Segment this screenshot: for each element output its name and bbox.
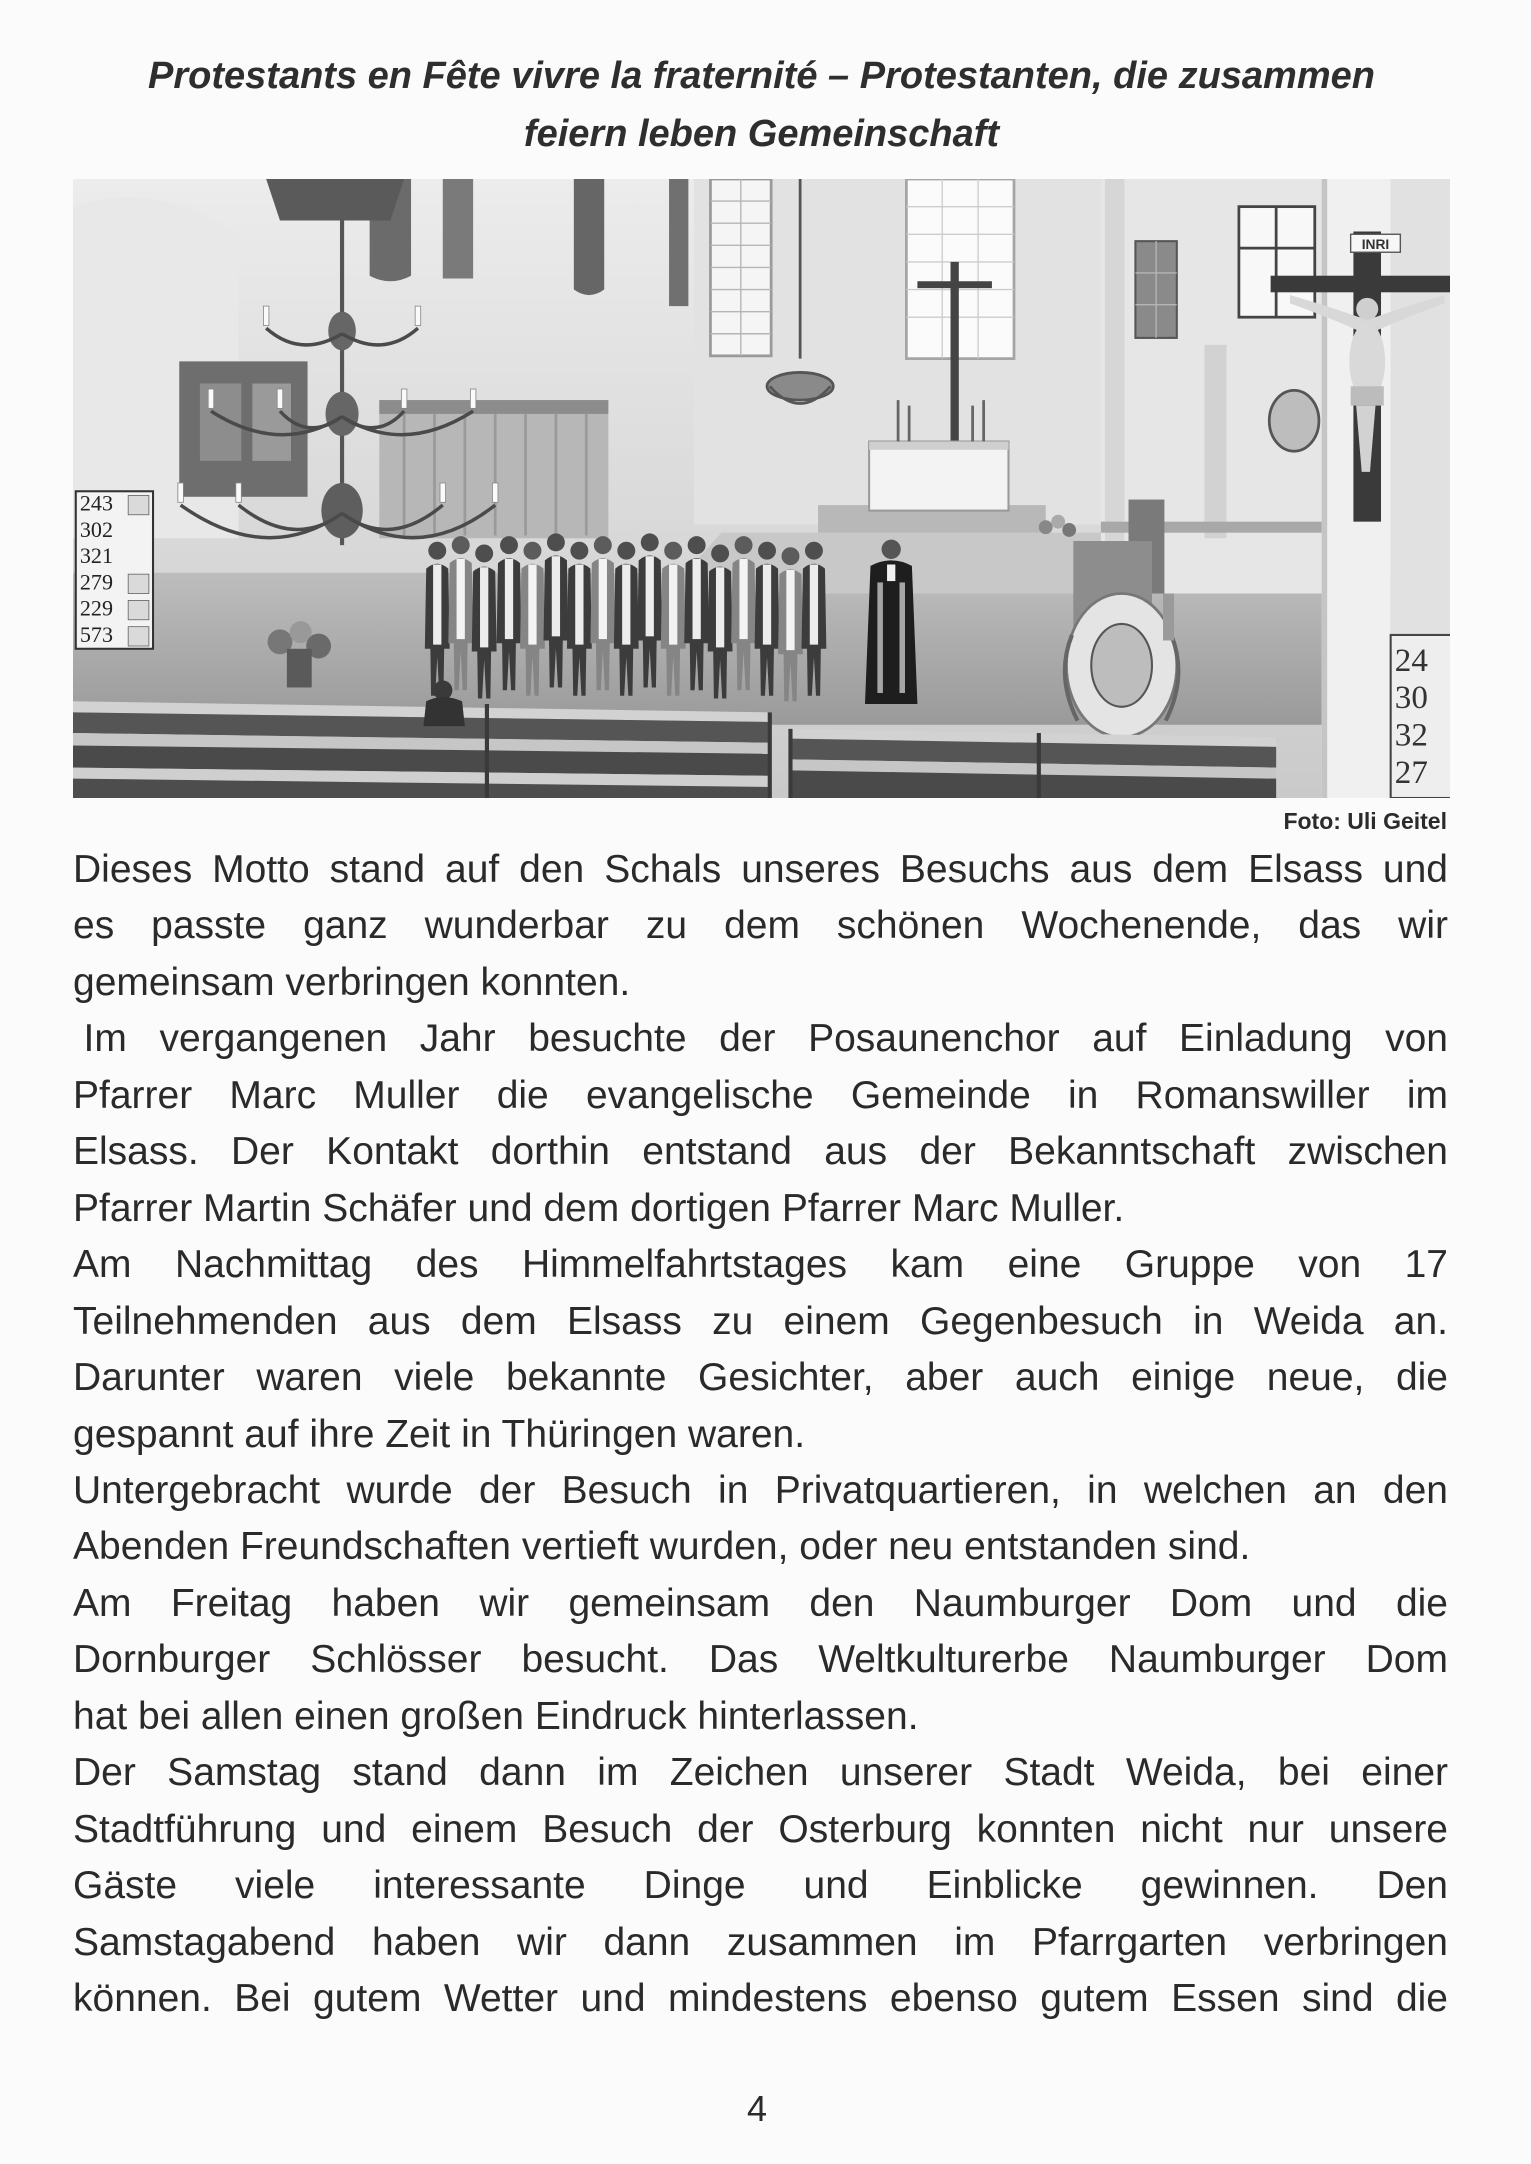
text-line: Untergebracht wurde der Besuch in Privatquartieren, in welchen an den bbox=[73, 1468, 1448, 1512]
text-line: Samstagabend haben wir dann zusammen im Pfarrgarten verbringen bbox=[73, 1920, 1448, 1964]
title-line-2: feiern leben Gemeinschaft bbox=[523, 113, 1000, 155]
page-number: 4 bbox=[746, 2088, 768, 2129]
text-line: hat bei allen einen großen Eindruck hinterlassen. bbox=[73, 1694, 919, 1738]
hymn-board-right bbox=[1391, 635, 1450, 798]
hymn-number: 243 bbox=[79, 490, 114, 516]
hymn-number: 229 bbox=[79, 595, 114, 621]
text-line: Abenden Freundschaften vertieft wurden, oder neu entstanden sind. bbox=[73, 1525, 1251, 1569]
text-line: Im vergangenen Jahr besuchte der Posaunenchor auf Einladung von bbox=[83, 1017, 1448, 1061]
text-line: Stadtführung und einem Besuch der Osterburg konnten nicht nur unsere bbox=[73, 1807, 1448, 1851]
organ-loft bbox=[1101, 179, 1325, 594]
paragraph bbox=[73, 1576, 1448, 1745]
text-line: können. Bei gutem Wetter und mindestens ebenso gutem Essen sind die bbox=[73, 1977, 1448, 2021]
text-line: gespannt auf ihre Zeit in Thüringen waren. bbox=[73, 1412, 806, 1456]
text-line: Am Freitag haben wir gemeinsam den Naumburger Dom und die bbox=[73, 1581, 1448, 1625]
article-title bbox=[73, 47, 1450, 163]
text-line: Der Samstag stand dann im Zeichen unserer Stadt Weida, bei einer bbox=[73, 1751, 1448, 1795]
church-interior-photo bbox=[73, 179, 1450, 798]
text-line: Darunter waren viele bekannte Gesichter, aber auch einige neue, die bbox=[73, 1356, 1448, 1400]
paragraph bbox=[73, 842, 1448, 1011]
text-line: Am Nachmittag des Himmelfahrtstages kam eine Gruppe von 17 bbox=[73, 1243, 1448, 1287]
hymn-number: 573 bbox=[79, 621, 114, 647]
title-line-1: Protestants en Fête vivre la fraternité – Protestanten, die zusammen bbox=[148, 55, 1375, 97]
hymn-number: 24 bbox=[1394, 641, 1428, 679]
text-line: Gäste viele interessante Dinge und Einblicke gewinnen. Den bbox=[73, 1864, 1448, 1908]
paragraph bbox=[73, 1237, 1448, 1463]
hymn-number: 302 bbox=[79, 516, 114, 542]
hymn-number: 30 bbox=[1394, 679, 1428, 717]
article-body bbox=[73, 842, 1448, 2028]
text-line: Pfarrer Marc Muller die evangelische Gemeinde in Romanswiller im bbox=[73, 1073, 1448, 1117]
text-line: Dieses Motto stand auf den Schals unseres Besuchs aus dem Elsass und bbox=[73, 848, 1448, 891]
text-line: Pfarrer Martin Schäfer und dem dortigen Pfarrer Marc Muller. bbox=[73, 1186, 1125, 1230]
paragraph bbox=[73, 1745, 1448, 2027]
paragraph bbox=[73, 1463, 1448, 1576]
text-line: Dornburger Schlösser besucht. Das Weltkulturerbe Naumburger Dom bbox=[73, 1638, 1448, 1682]
text-line: Elsass. Der Kontakt dorthin entstand aus der Bekanntschaft zwischen bbox=[73, 1130, 1448, 1174]
photo-credit: Foto: Uli Geitel bbox=[1283, 808, 1447, 834]
choir-stalls bbox=[379, 400, 608, 538]
hymn-number: 279 bbox=[79, 569, 114, 595]
text-line: gemeinsam verbringen konnten. bbox=[73, 960, 631, 1004]
text-line: es passte ganz wunderbar zu dem schönen Wochenende, das wir bbox=[73, 904, 1448, 948]
hymn-number: 32 bbox=[1394, 716, 1428, 754]
hymn-number: 27 bbox=[1394, 753, 1428, 791]
cross-plaque: INRI bbox=[1361, 236, 1390, 252]
text-line: Teilnehmenden aus dem Elsass zu einem Gegenbesuch in Weida an. bbox=[73, 1299, 1448, 1343]
hymn-number: 321 bbox=[79, 543, 114, 569]
hymn-board-left bbox=[76, 491, 153, 649]
paragraph bbox=[73, 1011, 1448, 1237]
